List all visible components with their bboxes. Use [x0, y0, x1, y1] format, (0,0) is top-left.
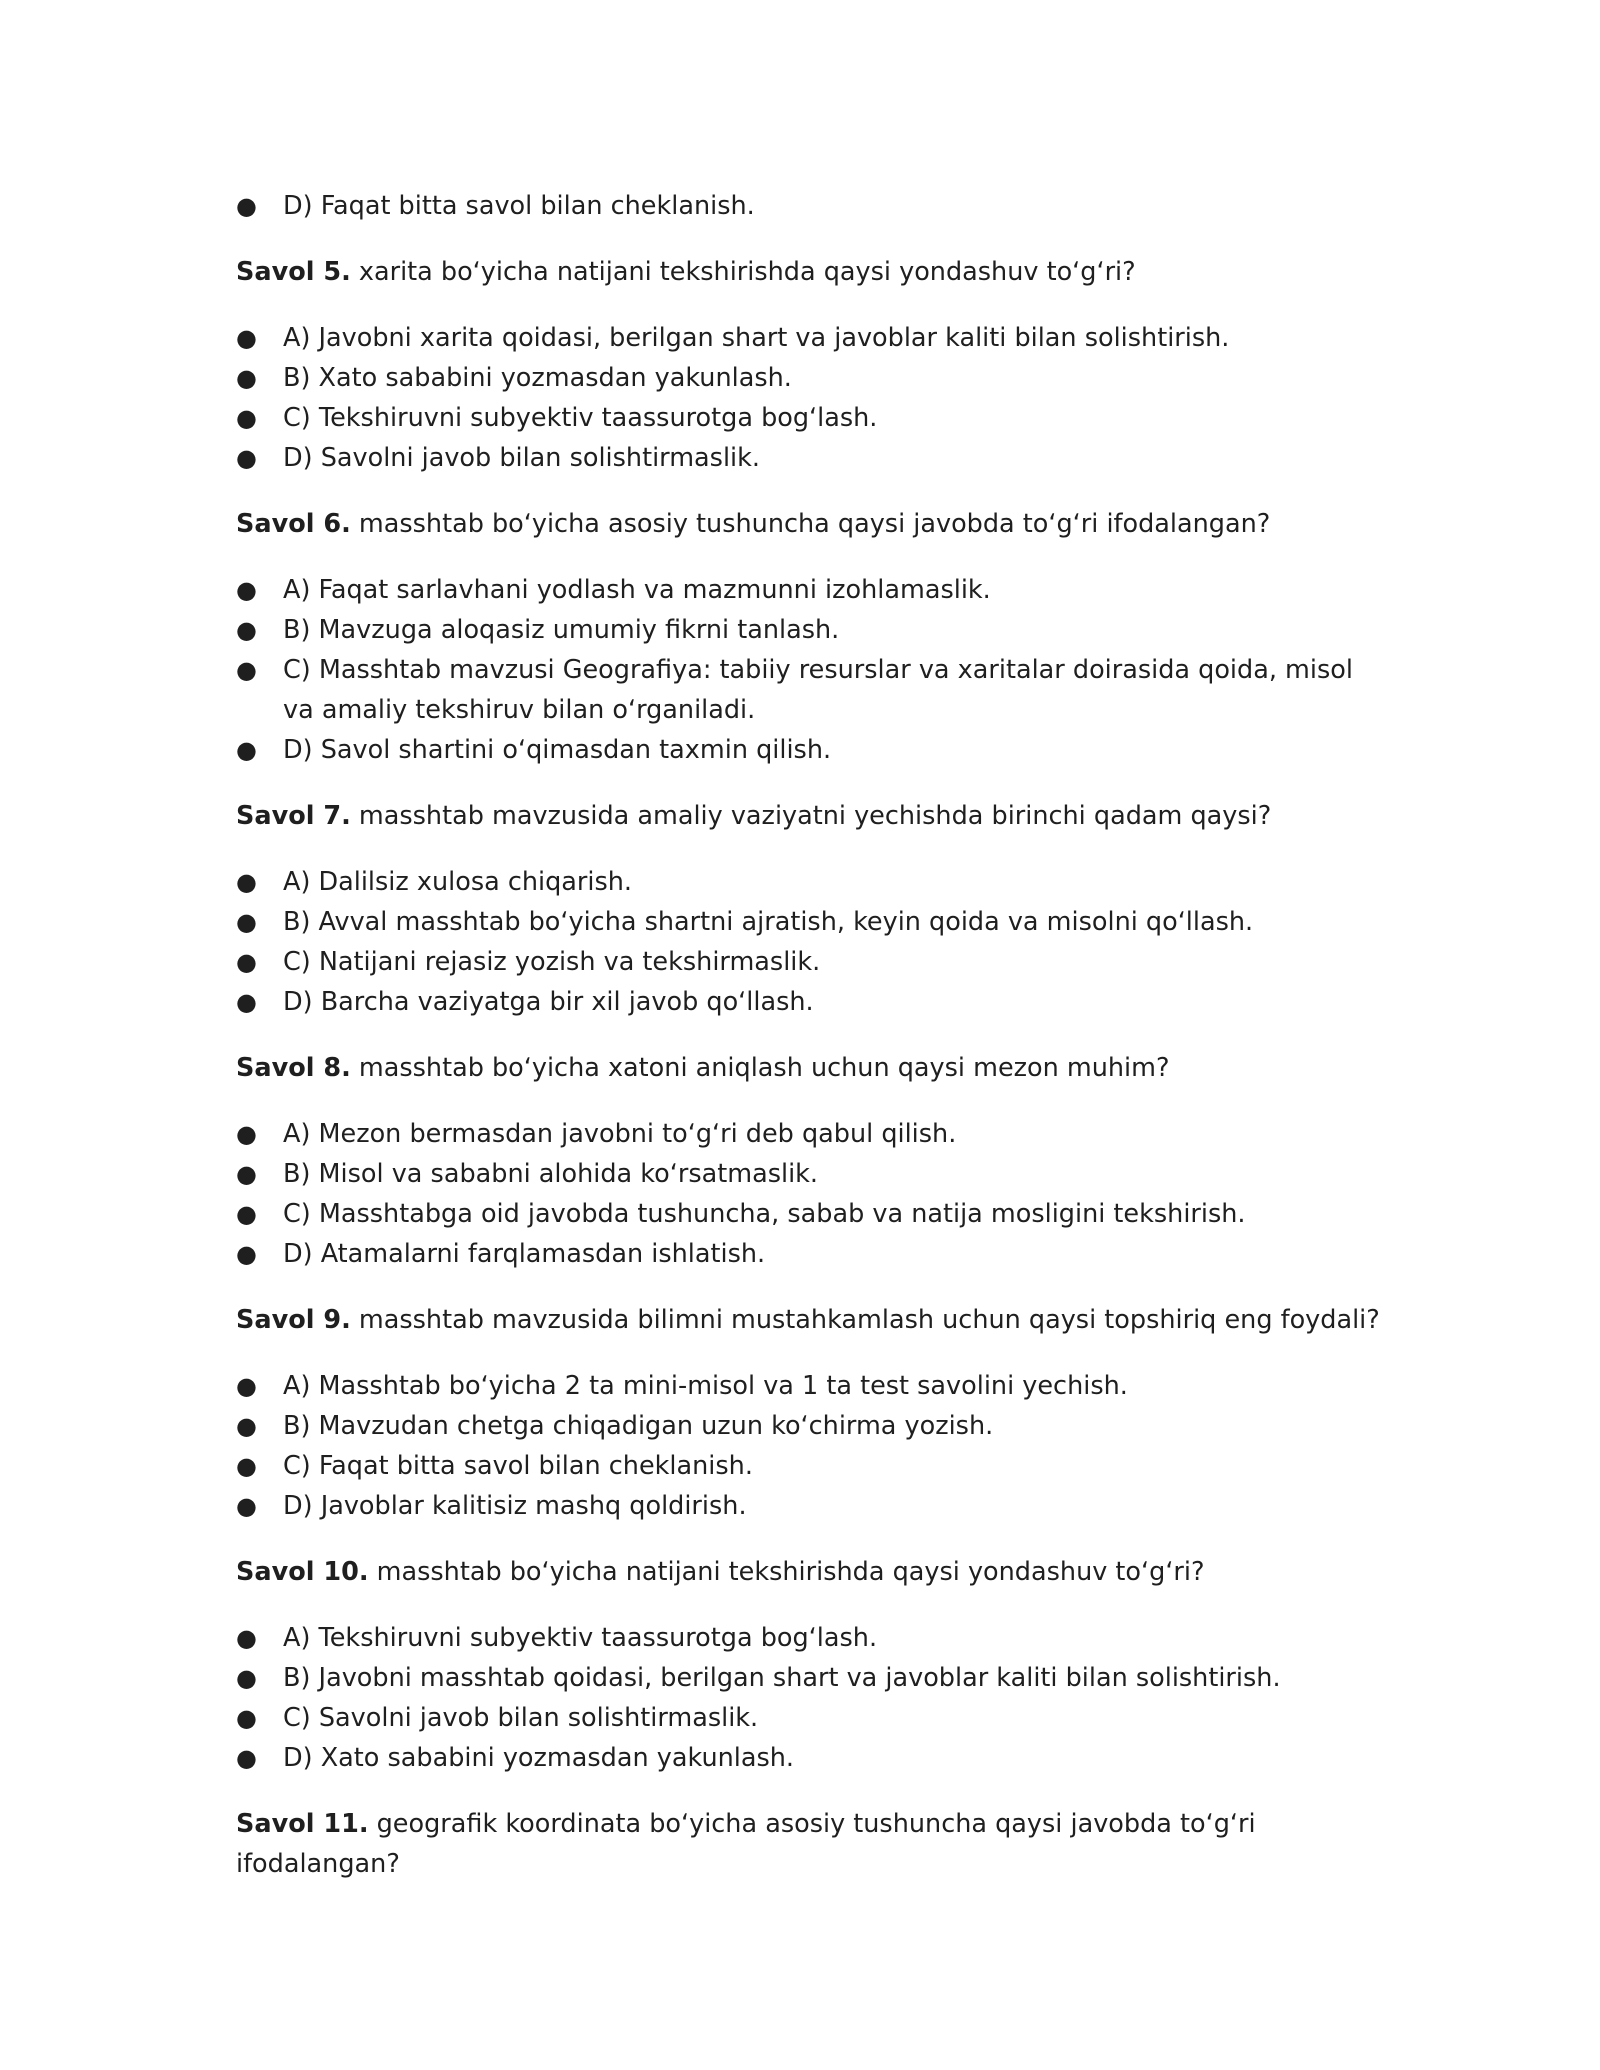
bullet-icon: ● [236, 324, 257, 352]
option-text: B) Mavzudan chetga chiqadigan uzun koʻchirma yozish. [283, 1411, 994, 1441]
bullet-icon: ● [236, 192, 257, 220]
option-text: D) Faqat bitta savol bilan cheklanish. [283, 191, 755, 221]
question-number: Savol 7. [236, 801, 351, 831]
question-number: Savol 11. [236, 1809, 369, 1839]
question-7 [236, 796, 1386, 836]
bullet-icon: ● [236, 576, 257, 604]
question-text: masshtab boʻyicha natijani tekshirishda qaysi yondashuv toʻgʻri? [368, 1557, 1205, 1587]
option-text: D) Xato sababini yozmasdan yakunlash. [283, 1743, 795, 1773]
bullet-icon: ● [236, 736, 257, 764]
question-number: Savol 5. [236, 257, 351, 287]
list-item [236, 438, 1386, 478]
option-text: B) Avval masshtab boʻyicha shartni ajratish, keyin qoida va misolni qoʻllash. [283, 907, 1254, 937]
bullet-icon: ● [236, 1452, 257, 1480]
bullet-icon: ● [236, 948, 257, 976]
option-text: C) Masshtabga oid javobda tushuncha, sabab va natija mosligini tekshirish. [283, 1199, 1246, 1229]
list-item [236, 730, 1386, 770]
list-item [236, 1154, 1386, 1194]
list-item [236, 650, 1386, 730]
question-number: Savol 10. [236, 1557, 369, 1587]
list-item [236, 398, 1386, 438]
list-item [236, 1194, 1386, 1234]
question-6 [236, 504, 1386, 544]
option-text: B) Xato sababini yozmasdan yakunlash. [283, 363, 792, 393]
list-item [236, 610, 1386, 650]
bullet-icon: ● [236, 1160, 257, 1188]
list-item [236, 358, 1386, 398]
question-text: xarita boʻyicha natijani tekshirishda qaysi yondashuv toʻgʻri? [350, 257, 1136, 287]
options-list-7 [236, 862, 1386, 1022]
bullet-icon: ● [236, 404, 257, 432]
question-5 [236, 252, 1386, 292]
options-list-6 [236, 570, 1386, 770]
bullet-icon: ● [236, 1412, 257, 1440]
question-10 [236, 1552, 1386, 1592]
bullet-icon: ● [236, 1624, 257, 1652]
bullet-icon: ● [236, 1372, 257, 1400]
list-item [236, 1738, 1386, 1778]
bullet-icon: ● [236, 656, 257, 684]
option-text: D) Barcha vaziyatga bir xil javob qoʻllash. [283, 987, 814, 1017]
lead-options-list [236, 186, 1386, 226]
list-item [236, 1486, 1386, 1526]
list-item [236, 1114, 1386, 1154]
bullet-icon: ● [236, 444, 257, 472]
list-item [236, 318, 1386, 358]
option-text: A) Masshtab boʻyicha 2 ta mini-misol va 1 ta test savolini yechish. [283, 1371, 1128, 1401]
list-item [236, 902, 1386, 942]
question-9 [236, 1300, 1386, 1340]
question-text: masshtab mavzusida bilimni mustahkamlash uchun qaysi topshiriq eng foydali? [350, 1305, 1380, 1335]
question-text: masshtab boʻyicha xatoni aniqlash uchun qaysi mezon muhim? [350, 1053, 1170, 1083]
option-text: C) Masshtab mavzusi Geografiya: tabiiy resurslar va xaritalar doirasida qoida, misol va amaliy tekshiruv bilan oʻrganiladi. [283, 655, 1353, 725]
question-number: Savol 8. [236, 1053, 351, 1083]
options-list-8 [236, 1114, 1386, 1274]
bullet-icon: ● [236, 1120, 257, 1148]
option-text: B) Mavzuga aloqasiz umumiy fikrni tanlash. [283, 615, 840, 645]
option-text: C) Savolni javob bilan solishtirmaslik. [283, 1703, 759, 1733]
bullet-icon: ● [236, 908, 257, 936]
question-text: masshtab boʻyicha asosiy tushuncha qaysi javobda toʻgʻri ifodalangan? [350, 509, 1271, 539]
option-text: A) Faqat sarlavhani yodlash va mazmunni izohlamaslik. [283, 575, 991, 605]
option-text: D) Savolni javob bilan solishtirmaslik. [283, 443, 760, 473]
options-list-10 [236, 1618, 1386, 1778]
option-text: B) Misol va sababni alohida koʻrsatmaslik. [283, 1159, 819, 1189]
document-page [236, 186, 1386, 1910]
list-item [236, 1658, 1386, 1698]
list-item [236, 982, 1386, 1022]
option-text: A) Tekshiruvni subyektiv taassurotga bogʻlash. [283, 1623, 878, 1653]
option-text: D) Savol shartini oʻqimasdan taxmin qilish. [283, 735, 832, 765]
option-text: A) Mezon bermasdan javobni toʻgʻri deb qabul qilish. [283, 1119, 957, 1149]
bullet-icon: ● [236, 868, 257, 896]
list-item [236, 1446, 1386, 1486]
list-item [236, 186, 1386, 226]
bullet-icon: ● [236, 1704, 257, 1732]
options-list-9 [236, 1366, 1386, 1526]
bullet-icon: ● [236, 1492, 257, 1520]
option-text: A) Dalilsiz xulosa chiqarish. [283, 867, 633, 897]
bullet-icon: ● [236, 1200, 257, 1228]
list-item [236, 942, 1386, 982]
bullet-icon: ● [236, 364, 257, 392]
option-text: D) Atamalarni farqlamasdan ishlatish. [283, 1239, 766, 1269]
bullet-icon: ● [236, 988, 257, 1016]
list-item [236, 570, 1386, 610]
bullet-icon: ● [236, 1664, 257, 1692]
options-list-5 [236, 318, 1386, 478]
list-item [236, 1698, 1386, 1738]
list-item [236, 1406, 1386, 1446]
bullet-icon: ● [236, 616, 257, 644]
option-text: A) Javobni xarita qoidasi, berilgan shart va javoblar kaliti bilan solishtirish. [283, 323, 1230, 353]
list-item [236, 862, 1386, 902]
bullet-icon: ● [236, 1240, 257, 1268]
list-item [236, 1234, 1386, 1274]
list-item [236, 1366, 1386, 1406]
question-11 [236, 1804, 1386, 1884]
question-number: Savol 9. [236, 1305, 351, 1335]
question-8 [236, 1048, 1386, 1088]
question-text: geografik koordinata boʻyicha asosiy tushuncha qaysi javobda toʻgʻri ifodalangan? [236, 1809, 1256, 1879]
question-number: Savol 6. [236, 509, 351, 539]
question-text: masshtab mavzusida amaliy vaziyatni yechishda birinchi qadam qaysi? [350, 801, 1272, 831]
option-text: B) Javobni masshtab qoidasi, berilgan shart va javoblar kaliti bilan solishtirish. [283, 1663, 1281, 1693]
option-text: D) Javoblar kalitisiz mashq qoldirish. [283, 1491, 747, 1521]
list-item [236, 1618, 1386, 1658]
option-text: C) Tekshiruvni subyektiv taassurotga bogʻlash. [283, 403, 878, 433]
option-text: C) Faqat bitta savol bilan cheklanish. [283, 1451, 753, 1481]
bullet-icon: ● [236, 1744, 257, 1772]
option-text: C) Natijani rejasiz yozish va tekshirmaslik. [283, 947, 821, 977]
